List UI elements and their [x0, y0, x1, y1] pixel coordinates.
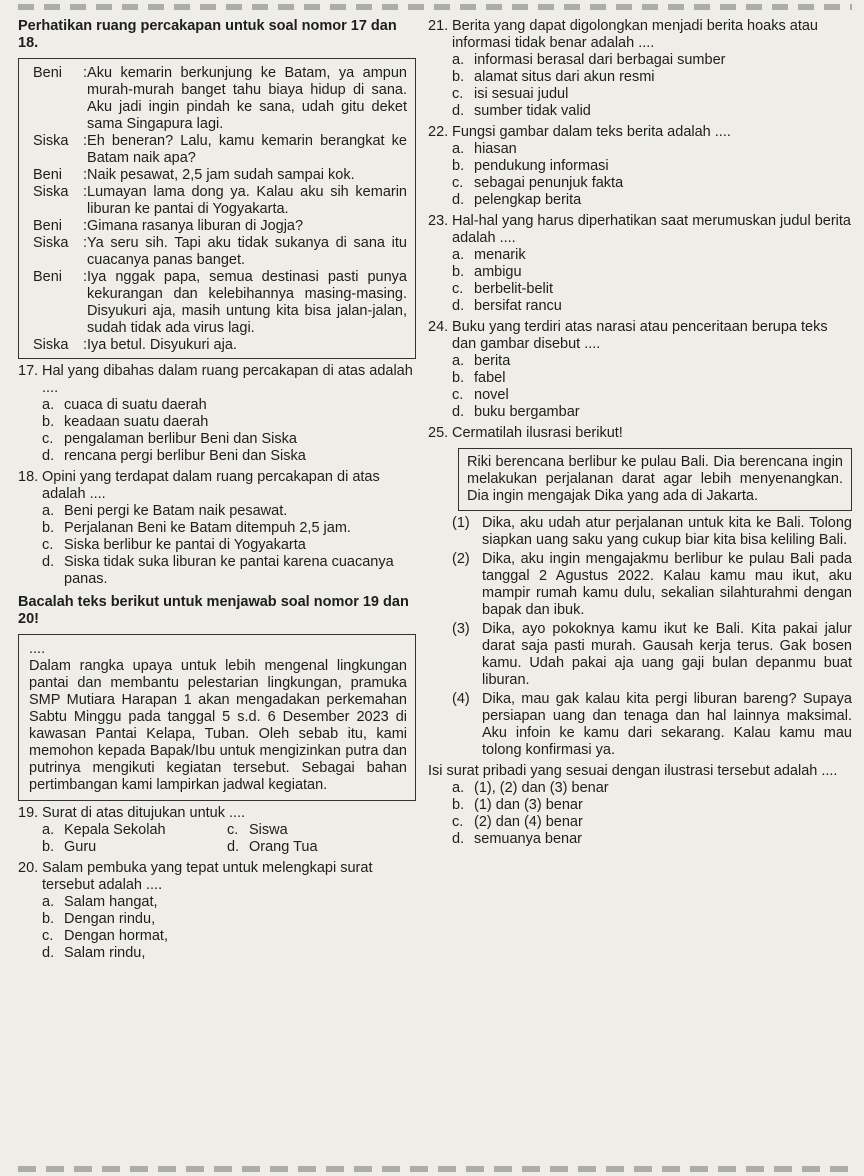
question-19: [18, 805, 416, 856]
option-text: (2) dan (4) benar: [474, 814, 583, 830]
dialogue-text: Eh beneran? Lalu, kamu kemarin berangkat ke Batam naik apa?: [87, 133, 407, 166]
answer-option: [452, 69, 852, 86]
question-21: [428, 18, 852, 120]
question-text: Surat di atas ditujukan untuk ....: [42, 805, 246, 821]
option-text: (1) dan (3) benar: [474, 797, 583, 813]
message-number: (4): [452, 691, 470, 707]
message-number: (2): [452, 551, 470, 567]
option-text: keadaan suatu daerah: [64, 414, 209, 430]
option-text: Kepala Sekolah: [64, 822, 166, 838]
option-letter: d.: [452, 298, 465, 314]
option-letter: b.: [452, 370, 465, 386]
option-letter: b.: [452, 264, 465, 280]
option-letter: d.: [452, 404, 465, 420]
option-letter: c.: [452, 175, 464, 191]
answer-option: [452, 281, 852, 298]
option-letter: b.: [42, 911, 55, 927]
answer-option: [42, 537, 416, 554]
answer-option: [42, 431, 416, 448]
letter-excerpt-box: [18, 634, 416, 801]
option-text: sumber tidak valid: [474, 103, 591, 119]
answer-option: [452, 86, 852, 103]
question-text: Buku yang terdiri atas narasi atau penceritaan berupa teks dan gambar disebut ....: [452, 319, 828, 352]
answer-option: [452, 831, 852, 848]
option-text: Siska berlibur ke pantai di Yogyakarta: [64, 537, 306, 553]
question-25-stem: Isi surat pribadi yang sesuai dengan ilustrasi tersebut adalah ....: [428, 763, 838, 779]
answer-option: [42, 448, 416, 465]
question-24: [428, 319, 852, 421]
dialogue-line: Beni : Naik pesawat, 2,5 jam sudah sampai kok.: [33, 167, 407, 184]
option-letter: c.: [42, 928, 54, 944]
option-letter: c.: [42, 537, 54, 553]
option-letter: b.: [42, 414, 55, 430]
answer-option: [42, 911, 416, 928]
option-row: [42, 839, 416, 856]
option-text: Guru: [64, 839, 97, 855]
question-text: Salam pembuka yang tepat untuk melengkapi surat tersebut adalah ....: [42, 860, 373, 893]
option-text: rencana pergi berlibur Beni dan Siska: [64, 448, 306, 464]
question-number: 19.: [18, 805, 39, 821]
option-text: Siska tidak suka liburan ke pantai karena cuacanya panas.: [64, 554, 394, 587]
illustration-text: Riki berencana berlibur ke pulau Bali. Dia berencana ingin melakukan perjalanan darat agar lebih menyenangkan. Dia ingin mengajak Dika yang ada di Jakarta.: [467, 454, 843, 504]
left-column: [18, 18, 416, 962]
option-text: pengalaman berlibur Beni dan Siska: [64, 431, 297, 447]
instruction-17-18: Perhatikan ruang percakapan untuk soal nomor 17 dan 18.: [18, 18, 397, 51]
option-letter: a.: [42, 503, 55, 519]
option-letter: c.: [452, 86, 464, 102]
answer-option: [452, 387, 852, 404]
option-text: Dengan rindu,: [64, 911, 156, 927]
question-18: [18, 469, 416, 588]
question-number: 18.: [18, 469, 39, 485]
option-text: berita: [474, 353, 511, 369]
option-text: Orang Tua: [249, 839, 318, 855]
answer-option: [452, 192, 852, 209]
message-text: Dika, ayo pokoknya kamu ikut ke Bali. Kita pakai jalur darat saja pasti murah. Gausah kerja terus. Gak bosen kamu. Udah pakai aja uang gaji bulan depanmu buat liburan.: [482, 621, 852, 688]
option-text: (1), (2) dan (3) benar: [474, 780, 609, 796]
option-row: [42, 822, 416, 839]
question-number: 24.: [428, 319, 449, 335]
option-letter: a.: [452, 141, 465, 157]
answer-option: [452, 298, 852, 315]
question-text: Hal yang dibahas dalam ruang percakapan di atas adalah ....: [42, 363, 413, 396]
speaker-name: Siska: [33, 133, 69, 149]
dialogue-line: Siska : Ya seru sih. Tapi aku tidak sukanya di sana itu cuacanya panas banget.: [33, 235, 407, 268]
answer-option: [452, 141, 852, 158]
option-text: bersifat rancu: [474, 298, 562, 314]
question-number: 22.: [428, 124, 449, 140]
option-letter: a.: [42, 894, 55, 910]
letter-excerpt-text: .... Dalam rangka upaya untuk lebih mengenal lingkungan pantai dan membantu pelestarian lingkungan, pramuka SMP Mutiara Harapan 1 akan mengadakan perkemahan Sabtu Minggu pada tanggal 5 s.d. 6 Desember 2023 di kawasan Pantai Kelapa, Tuban. Oleh sebab itu, kami memohon kepada Bapak/Ibu untuk mengizinkan putra dan putrinya mengikuti kegiatan tersebut. Sebagai bahan pertimbangan kami lampirkan jadwal kegiatan.: [29, 641, 407, 793]
option-text: informasi berasal dari berbagai sumber: [474, 52, 726, 68]
answer-option: [452, 52, 852, 69]
option-text: fabel: [474, 370, 506, 386]
option-letter: b.: [42, 839, 55, 855]
question-20: [18, 860, 416, 962]
speaker-name: Beni: [33, 167, 63, 183]
option-letter: a.: [42, 822, 55, 838]
answer-option: [452, 264, 852, 281]
option-text: semuanya benar: [474, 831, 583, 847]
instruction-19-20: Bacalah teks berikut untuk menjawab soal nomor 19 dan 20!: [18, 594, 409, 627]
answer-option: [42, 945, 416, 962]
option-text: Perjalanan Beni ke Batam ditempuh 2,5 jam.: [64, 520, 351, 536]
option-letter: c.: [42, 431, 54, 447]
question-number: 17.: [18, 363, 39, 379]
option-text: pendukung informasi: [474, 158, 609, 174]
option-letter: d.: [452, 103, 465, 119]
question-number: 25.: [428, 425, 449, 441]
question-text: Cermatilah ilusrasi berikut!: [452, 425, 623, 441]
speaker-name: Beni: [33, 218, 63, 234]
dialogue-text: Naik pesawat, 2,5 jam sudah sampai kok.: [87, 167, 355, 183]
answer-option: [452, 353, 852, 370]
option-text: menarik: [474, 247, 526, 263]
option-letter: a.: [452, 353, 465, 369]
message-number: (1): [452, 515, 470, 531]
answer-option: [452, 247, 852, 264]
option-letter: a.: [42, 397, 55, 413]
option-letter: a.: [452, 52, 465, 68]
dialogue-line: Siska : Iya betul. Disyukuri aja.: [33, 337, 407, 354]
dialogue-text: Iya betul. Disyukuri aja.: [87, 337, 237, 353]
question-text: Hal-hal yang harus diperhatikan saat merumuskan judul berita adalah ....: [452, 213, 851, 246]
option-letter: d.: [227, 839, 240, 855]
speaker-name: Beni: [33, 65, 63, 81]
option-text: novel: [474, 387, 509, 403]
answer-option: [42, 822, 227, 839]
answer-option: [42, 414, 416, 431]
answer-option: [227, 822, 412, 839]
answer-option: [452, 780, 852, 797]
question-text: Opini yang terdapat dalam ruang percakapan di atas adalah ....: [42, 469, 380, 502]
dialogue-line: Beni : Iya nggak papa, semua destinasi pasti punya kekurangan dan kelebihannya masing-masing. Disyukuri aja, masih untung kita bisa jalan-jalan, sudah tidak ada virus lagi.: [33, 269, 407, 336]
message-options: [452, 515, 852, 759]
question-number: 23.: [428, 213, 449, 229]
option-letter: d.: [42, 554, 55, 570]
answer-option: [42, 839, 227, 856]
dialogue-line: Siska : Lumayan lama dong ya. Kalau aku sih kemarin liburan ke pantai di Yogyakarta.: [33, 184, 407, 217]
question-number: 21.: [428, 18, 449, 34]
message-item: [452, 621, 852, 689]
option-letter: d.: [452, 831, 465, 847]
dialogue-text: Lumayan lama dong ya. Kalau aku sih kemarin liburan ke pantai di Yogyakarta.: [87, 184, 407, 217]
message-item: [452, 515, 852, 549]
option-text: buku bergambar: [474, 404, 580, 420]
answer-option: [42, 520, 416, 537]
option-letter: c.: [452, 387, 464, 403]
option-text: berbelit-belit: [474, 281, 553, 297]
dialogue-line: Siska : Eh beneran? Lalu, kamu kemarin berangkat ke Batam naik apa?: [33, 133, 407, 166]
answer-option: [452, 370, 852, 387]
question-text: Berita yang dapat digolongkan menjadi berita hoaks atau informasi tidak benar adalah ....: [452, 18, 818, 51]
answer-option: [42, 397, 416, 414]
answer-option: [452, 404, 852, 421]
page-bottom-edge: [18, 1166, 852, 1172]
question-17: [18, 363, 416, 465]
option-letter: c.: [452, 281, 464, 297]
dialogue-line: Beni : Gimana rasanya liburan di Jogja?: [33, 218, 407, 235]
message-text: Dika, aku udah atur perjalanan untuk kita ke Bali. Tolong siapkan uang saku yang cukup biar kita bisa keliling Bali.: [482, 515, 852, 548]
message-text: Dika, aku ingin mengajakmu berlibur ke pulau Bali pada tanggal 2 Agustus 2022. Kalau kamu mau ikut, aku mampir rumah kamu dulu, sekalian silahturahmi dengan bapak dan ibuk.: [482, 551, 852, 618]
option-text: isi sesuai judul: [474, 86, 569, 102]
speaker-name: Siska: [33, 235, 69, 251]
option-text: Salam hangat,: [64, 894, 158, 910]
option-letter: b.: [452, 158, 465, 174]
option-text: cuaca di suatu daerah: [64, 397, 207, 413]
option-letter: b.: [452, 69, 465, 85]
option-letter: c.: [452, 814, 464, 830]
option-letter: c.: [227, 822, 239, 838]
speaker-name: Beni: [33, 269, 63, 285]
answer-option: [42, 503, 416, 520]
answer-option: [452, 797, 852, 814]
question-text: Fungsi gambar dalam teks berita adalah ....: [452, 124, 731, 140]
dialogue-text: Ya seru sih. Tapi aku tidak sukanya di sana itu cuacanya panas banget.: [87, 235, 407, 268]
answer-option: [227, 839, 412, 856]
option-letter: d.: [452, 192, 465, 208]
dialogue-text: Aku kemarin berkunjung ke Batam, ya ampun murah-murah banget tahu biaya hidup di sana. Aku jadi ingin pindah ke sana, udah gitu deket sama Singapura lagi.: [87, 65, 407, 132]
dialogue-text: Gimana rasanya liburan di Jogja?: [87, 218, 304, 234]
message-item: [452, 551, 852, 619]
option-letter: d.: [42, 945, 55, 961]
speaker-name: Siska: [33, 184, 69, 200]
option-text: pelengkap berita: [474, 192, 582, 208]
answer-option: [452, 814, 852, 831]
right-column: [428, 18, 852, 848]
question-22: [428, 124, 852, 209]
question-25: [428, 425, 852, 848]
option-text: Dengan hormat,: [64, 928, 168, 944]
option-text: alamat situs dari akun resmi: [474, 69, 655, 85]
option-letter: b.: [452, 797, 465, 813]
message-item: [452, 691, 852, 759]
option-letter: a.: [452, 247, 465, 263]
dialogue-line: Beni : Aku kemarin berkunjung ke Batam, ya ampun murah-murah banget tahu biaya hidup di sana. Aku jadi ingin pindah ke sana, udah gitu deket sama Singapura lagi.: [33, 65, 407, 132]
option-letter: d.: [42, 448, 55, 464]
answer-option: [452, 103, 852, 120]
option-letter: a.: [452, 780, 465, 796]
option-text: Salam rindu,: [64, 945, 146, 961]
answer-option: [452, 175, 852, 192]
answer-option: [452, 158, 852, 175]
question-number: 20.: [18, 860, 39, 876]
dialogue-text: Iya nggak papa, semua destinasi pasti punya kekurangan dan kelebihannya masing-masing. Disyukuri aja, masih untung kita bisa jalan-jalan, sudah tidak ada virus lagi.: [87, 269, 407, 336]
answer-option: [42, 894, 416, 911]
chat-dialogue-box: [18, 58, 416, 359]
option-text: hiasan: [474, 141, 517, 157]
option-text: Beni pergi ke Batam naik pesawat.: [64, 503, 288, 519]
option-letter: b.: [42, 520, 55, 536]
message-number: (3): [452, 621, 470, 637]
illustration-box: [458, 448, 852, 511]
option-text: ambigu: [474, 264, 522, 280]
answer-option: [42, 928, 416, 945]
page-top-edge: [18, 4, 852, 10]
option-text: sebagai penunjuk fakta: [474, 175, 624, 191]
answer-option: [42, 554, 416, 588]
option-text: Siswa: [249, 822, 288, 838]
question-23: [428, 213, 852, 315]
message-text: Dika, mau gak kalau kita pergi liburan bareng? Supaya persiapan uang dan tenaga dan hal lainnya maksimal. Aku infoin ke kamu dari sekarang. Kalau kamu mau tolong konfirmasi ya.: [482, 691, 852, 758]
speaker-name: Siska: [33, 337, 69, 353]
